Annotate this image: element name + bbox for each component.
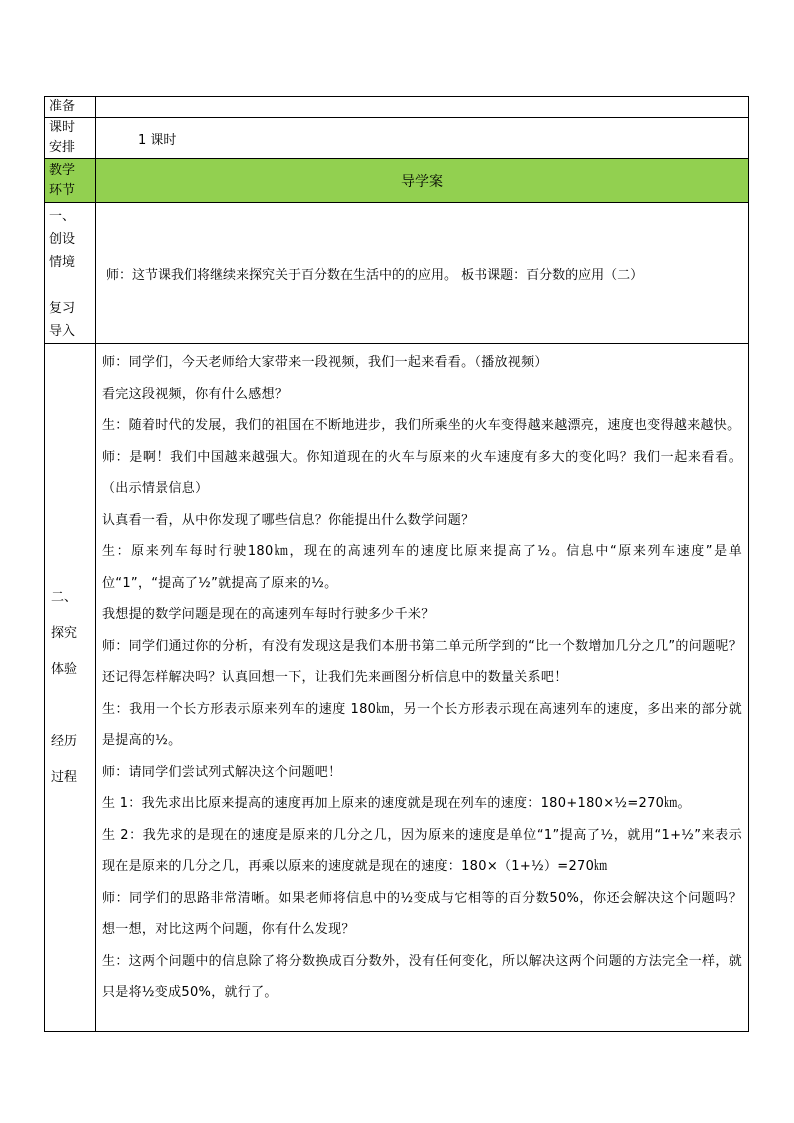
explore-content <box>96 344 749 1032</box>
explore-label-line: 经历 <box>51 733 78 749</box>
dialogue-paragraph: 生 1：我先求出比原来提高的速度再加上原来的速度就是现在列车的速度：180+180×½=270㎞。 <box>102 796 691 811</box>
dialogue-paragraph: 看完这段视频，你有什么感想？ <box>102 386 289 402</box>
intro-label-line: 导入 <box>49 324 76 339</box>
stage-label-line-1: 教学 <box>49 162 76 178</box>
dialogue-paragraph: 生：我用一个长方形表示原来列车的速度 180㎞，另一个长方形表示现在高速列车的速度，多出来的部分就是提高的½。 <box>102 701 742 748</box>
explore-label-line: 过程 <box>51 769 78 785</box>
stage-header-row <box>45 159 749 203</box>
dialogue-paragraph: 师：同学们通过你的分析，有没有发现这是我们本册书第二单元所学到的“比一个数增加几分之几”的问题呢？还记得怎样解决吗？认真回想一下，让我们先来画图分析信息中的数量关系吧！ <box>102 638 742 685</box>
dialogue-paragraph: 生：原来列车每时行驶180㎞，现在的高速列车的速度比原来提高了½。信息中“原来列车速度”是单位“1”，“提高了½”就提高了原来的½。 <box>102 544 742 591</box>
explore-label-line <box>51 688 95 724</box>
intro-label <box>45 203 96 344</box>
explore-label-line: 体验 <box>51 661 78 677</box>
time-label-line-1: 课时 <box>49 120 76 135</box>
explore-label <box>45 344 96 1032</box>
explore-label-line: 二、 <box>51 589 78 605</box>
dialogue-paragraph: 师：请同学们尝试列式解决这个问题吧！ <box>102 764 342 780</box>
time-label-line-2: 安排 <box>49 140 76 155</box>
stage-label <box>45 159 96 203</box>
explore-label-line: 探究 <box>51 625 78 641</box>
prep-label <box>45 97 96 118</box>
time-content <box>96 118 749 159</box>
time-value: 1 课时 <box>138 132 177 148</box>
intro-label-line: 一、 <box>49 209 76 224</box>
dialogue-paragraph: 生：随着时代的发展，我们的祖国在不断地进步，我们所乘坐的火车变得越来越漂亮，速度也变得越来越快。 <box>102 418 741 433</box>
intro-row <box>45 203 749 344</box>
dialogue-paragraph: 师：是啊！我们中国越来越强大。你知道现在的火车与原来的火车速度有多大的变化吗？我们一起来看看。（出示情景信息） <box>102 449 742 496</box>
plan-header: 导学案 <box>96 159 749 203</box>
intro-label-line: 复习 <box>49 301 76 316</box>
prep-content <box>96 97 749 118</box>
lesson-plan-table <box>44 96 749 1032</box>
dialogue-paragraph: 我想提的数学问题是现在的高速列车每时行驶多少千米？ <box>102 607 435 622</box>
prep-row <box>45 97 749 118</box>
prep-label-text: 准备 <box>49 99 76 114</box>
intro-label-line: 创设 <box>49 232 76 247</box>
intro-text: 师：这节课我们将继续来探究关于百分数在生活中的的应用。 板书课题：百分数的应用（二） <box>96 203 749 344</box>
dialogue-paragraph: 生 2：我先求的是现在的速度是原来的几分之几，因为原来的速度是单位“1”提高了½，就用“1+½”来表示现在是原来的几分之几，再乘以原来的速度就是现在的速度：180×（1+½）=270㎞ <box>102 827 742 874</box>
dialogue-paragraph: 师：同学们，今天老师给大家带来一段视频，我们一起来看看。（播放视频） <box>102 355 548 370</box>
dialogue-paragraph: 师：同学们的思路非常清晰。如果老师将信息中的½变成与它相等的百分数50%，你还会解决这个问题吗？想一想，对比这两个问题，你有什么发现？ <box>102 890 742 937</box>
intro-label-line: 情境 <box>49 255 76 270</box>
stage-label-line-2: 环节 <box>49 182 76 198</box>
dialogue-paragraph: 生：这两个问题中的信息除了将分数换成百分数外，没有任何变化，所以解决这两个问题的方法完全一样，就只是将½变成50%，就行了。 <box>102 953 742 1000</box>
time-row <box>45 118 749 159</box>
intro-label-line <box>49 274 95 297</box>
explore-row <box>45 344 749 1032</box>
dialogue-paragraph: 认真看一看，从中你发现了哪些信息？你能提出什么数学问题？ <box>102 512 475 528</box>
time-label <box>45 118 96 159</box>
